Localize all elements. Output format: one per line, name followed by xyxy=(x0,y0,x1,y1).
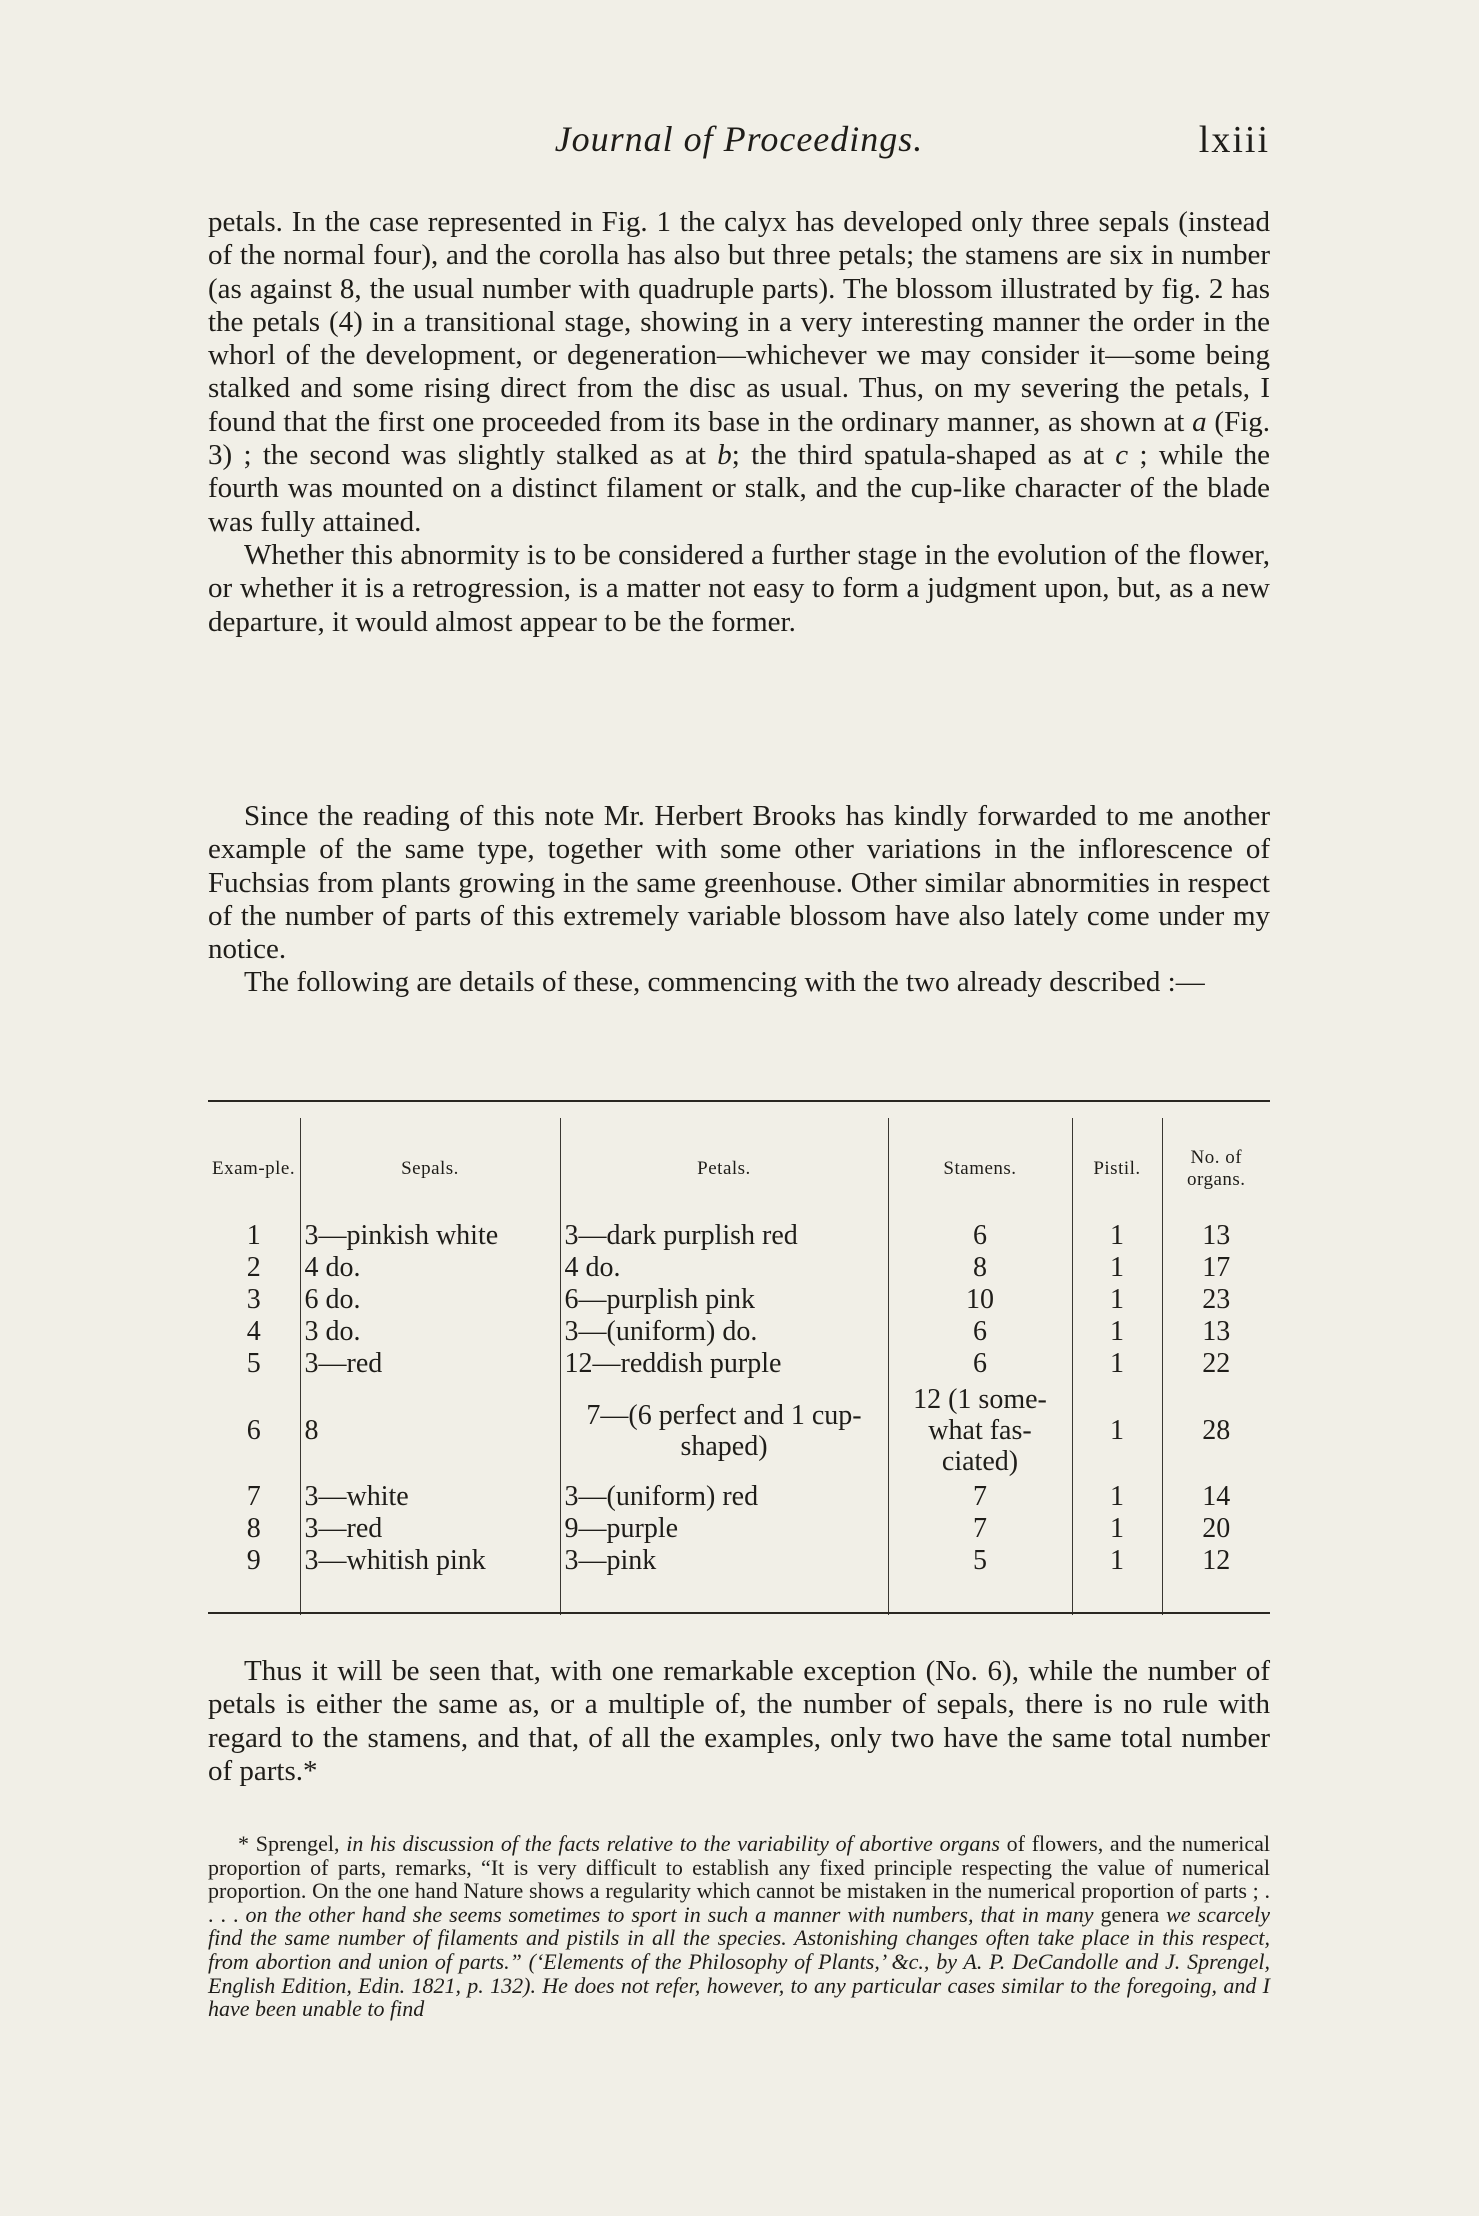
footnote-text: of flowers, and the numerical proportion of parts, remarks, “It is very difficult to establish any fixed principle respecting the value of numerical proportion. On the one hand Nature shows a regularity which cannot be mistaken in the numerical proportion of parts ; . . . . xyxy=(208,1831,1271,1927)
cell-petals: 3—(uniform) red xyxy=(560,1481,888,1513)
running-head xyxy=(208,118,1270,172)
paragraph-conclusion: Thus it will be seen that, with one remarkable exception (No. 6), while the number of petals is either the same as, or a multiple of, the number of sepals, there is no rule with regard to the stamens, and that, of all the examples, only two have the same total number of parts.* xyxy=(208,1655,1270,1787)
cell-example: 2 xyxy=(246,1252,261,1283)
cell-sepals: 3—red xyxy=(300,1513,560,1545)
table-row xyxy=(208,1220,1270,1252)
cell-example: 3 xyxy=(246,1284,261,1315)
cell-organs: 22 xyxy=(1162,1348,1270,1380)
paragraph-text: ; the third spatula-shaped as at xyxy=(731,439,1104,472)
cell-organs: 20 xyxy=(1162,1513,1270,1545)
cell-stamens: 12 (1 some-what fas-ciated) xyxy=(888,1380,1072,1481)
cell-pistil: 1 xyxy=(1072,1284,1162,1316)
cell-organs: 28 xyxy=(1162,1380,1270,1481)
cell-organs: 14 xyxy=(1162,1481,1270,1513)
table-row xyxy=(208,1284,1270,1316)
body-text-bottom xyxy=(208,1655,1270,1788)
cell-stamens: 7 xyxy=(888,1481,1072,1513)
spacer-cell xyxy=(560,1577,888,1615)
figure-letter-b: b xyxy=(717,439,732,472)
cell-example: 9 xyxy=(246,1545,261,1576)
col-header-pistil: Pistil. xyxy=(1072,1118,1162,1220)
cell-sepals: 3—red xyxy=(300,1348,560,1380)
cell-petals: 3—pink xyxy=(560,1545,888,1577)
cell-petals: 7—(6 perfect and 1 cup-shaped) xyxy=(560,1380,888,1481)
cell-sepals: 3 do. xyxy=(300,1316,560,1348)
paragraph-text: petals. In the case represented in Fig. 1 the calyx has developed only three sepals (instead of the normal four), and the corolla has also but three petals; the stamens are six in number (as against 8, the usual number with quadruple parts). The blossom illustrated by fig. 2 has the petals (4) in a transitional stage, showing in a very interesting manner the order in the whorl of the development, or degeneration—whichever we may consider it—some being stalked and some rising direct from the disc as usual. Thus, on my severing the petals, I found that the first one proceeded from its base in the ordinary manner, as shown at xyxy=(208,206,1270,438)
cell-sepals: 3—white xyxy=(300,1481,560,1513)
table-row xyxy=(208,1513,1270,1545)
cell-pistil: 1 xyxy=(1072,1513,1162,1545)
running-title: Journal of Proceedings. xyxy=(554,119,924,159)
footnote-text: in his discussion of the facts relative to the variability of abortive organs xyxy=(346,1831,1000,1856)
col-header-stamens: Stamens. xyxy=(888,1118,1072,1220)
cell-organs: 23 xyxy=(1162,1284,1270,1316)
table-row xyxy=(208,1481,1270,1513)
cell-sepals: 4 do. xyxy=(300,1252,560,1284)
col-header-petals: Petals. xyxy=(560,1118,888,1220)
cell-stamens: 10 xyxy=(888,1284,1072,1316)
cell-sepals: 6 do. xyxy=(300,1284,560,1316)
table-row xyxy=(208,1348,1270,1380)
cell-petals: 3—(uniform) do. xyxy=(560,1316,888,1348)
footnote-text: we scarcely find the same number of filaments and pistils in all the species. Astonishing changes often take place in this respect, from abortion and union of parts.” (‘Elements of the Philosophy of Plants,’ &c., by A. P. DeCandolle and J. Sprengel, English Edition, Edin. 1821, p. 132). He does not refer, however, to any particular cases similar to the foregoing, and I have been unable to find xyxy=(208,1901,1271,2022)
cell-example: 1 xyxy=(246,1220,261,1251)
paragraph-abnormity: Whether this abnormity is to be considered a further stage in the evolution of the flower, or whether it is a retrogression, is a matter not easy to form a judgment upon, but, as a new departure, it would almost appear to be the former. xyxy=(208,538,1270,638)
spacer-cell xyxy=(1072,1577,1162,1615)
col-header-sepals: Sepals. xyxy=(300,1118,560,1220)
cell-petals: 3—dark purplish red xyxy=(560,1220,888,1252)
footnote-text: * Sprengel, xyxy=(238,1831,340,1856)
table-row xyxy=(208,1252,1270,1284)
table-spacer-row xyxy=(208,1577,1270,1615)
table-header-row xyxy=(208,1118,1270,1220)
cell-stamens: 6 xyxy=(888,1220,1072,1252)
footnote-text: with numbers, that in many xyxy=(847,1901,1094,1927)
body-text-middle xyxy=(208,800,1270,1000)
cell-petals: 12—reddish purple xyxy=(560,1348,888,1380)
cell-petals: 4 do. xyxy=(560,1252,888,1284)
footnote-text: genera xyxy=(1100,1901,1160,1927)
col-header-example: Exam-ple. xyxy=(212,1158,296,1179)
spacer-cell xyxy=(1162,1577,1270,1615)
table-top-rule xyxy=(208,1100,1270,1102)
cell-pistil: 1 xyxy=(1072,1545,1162,1577)
cell-organs: 13 xyxy=(1162,1316,1270,1348)
cell-stamens: 6 xyxy=(888,1348,1072,1380)
table-row xyxy=(208,1545,1270,1577)
footnote xyxy=(208,1832,1270,2021)
col-header-organs: No. of organs. xyxy=(1162,1118,1270,1220)
cell-example: 7 xyxy=(246,1481,261,1512)
spacer-cell xyxy=(300,1577,560,1615)
cell-example: 8 xyxy=(246,1513,261,1544)
figure-letter-a: a xyxy=(1192,405,1207,438)
table-row xyxy=(208,1316,1270,1348)
cell-organs: 17 xyxy=(1162,1252,1270,1284)
cell-sepals: 3—pinkish white xyxy=(300,1220,560,1252)
paragraph-text: ; while the fourth was mounted on a distinct filament or stalk, and the cup-like character of the blade was fully attained. xyxy=(208,439,1271,538)
fuchsia-variation-table xyxy=(208,1118,1270,1615)
table-bottom-rule xyxy=(208,1612,1270,1614)
cell-organs: 12 xyxy=(1162,1545,1270,1577)
cell-stamens: 6 xyxy=(888,1316,1072,1348)
cell-example: 4 xyxy=(246,1316,261,1347)
cell-organs: 13 xyxy=(1162,1220,1270,1252)
cell-petals: 6—purplish pink xyxy=(560,1284,888,1316)
cell-example: 5 xyxy=(246,1348,261,1379)
paragraph-since-reading: Since the reading of this note Mr. Herbert Brooks has kindly forwarded to me another example of the same type, together with some other variations in the inflorescence of Fuchsias from plants growing in the same greenhouse. Other similar abnormities in respect of the number of parts of this extremely variable blossom have also lately come under my notice. xyxy=(208,800,1270,966)
paragraph-petals xyxy=(208,206,1270,539)
cell-pistil: 1 xyxy=(1072,1481,1162,1513)
paragraph-text: (Fig. 3) ; the second was slightly stalked as at xyxy=(208,405,1270,472)
paragraph-following-details: The following are details of these, commencing with the two already described :— xyxy=(244,966,1205,999)
cell-pistil: 1 xyxy=(1072,1252,1162,1284)
cell-stamens: 7 xyxy=(888,1513,1072,1545)
spacer-cell xyxy=(208,1577,300,1615)
footnote-text: on the other hand she seems sometimes to sport in such a manner xyxy=(245,1901,841,1927)
cell-sepals: 3—whitish pink xyxy=(300,1545,560,1577)
cell-sepals: 8 xyxy=(300,1380,560,1481)
body-text-top xyxy=(208,206,1270,639)
page-number: lxiii xyxy=(1198,119,1270,161)
spacer-cell xyxy=(888,1577,1072,1615)
cell-petals: 9—purple xyxy=(560,1513,888,1545)
cell-pistil: 1 xyxy=(1072,1380,1162,1481)
cell-pistil: 1 xyxy=(1072,1220,1162,1252)
table-row xyxy=(208,1380,1270,1481)
cell-stamens: 8 xyxy=(888,1252,1072,1284)
cell-stamens: 5 xyxy=(888,1545,1072,1577)
figure-letter-c: c xyxy=(1115,439,1129,472)
cell-pistil: 1 xyxy=(1072,1316,1162,1348)
cell-example: 6 xyxy=(246,1414,261,1446)
cell-pistil: 1 xyxy=(1072,1348,1162,1380)
